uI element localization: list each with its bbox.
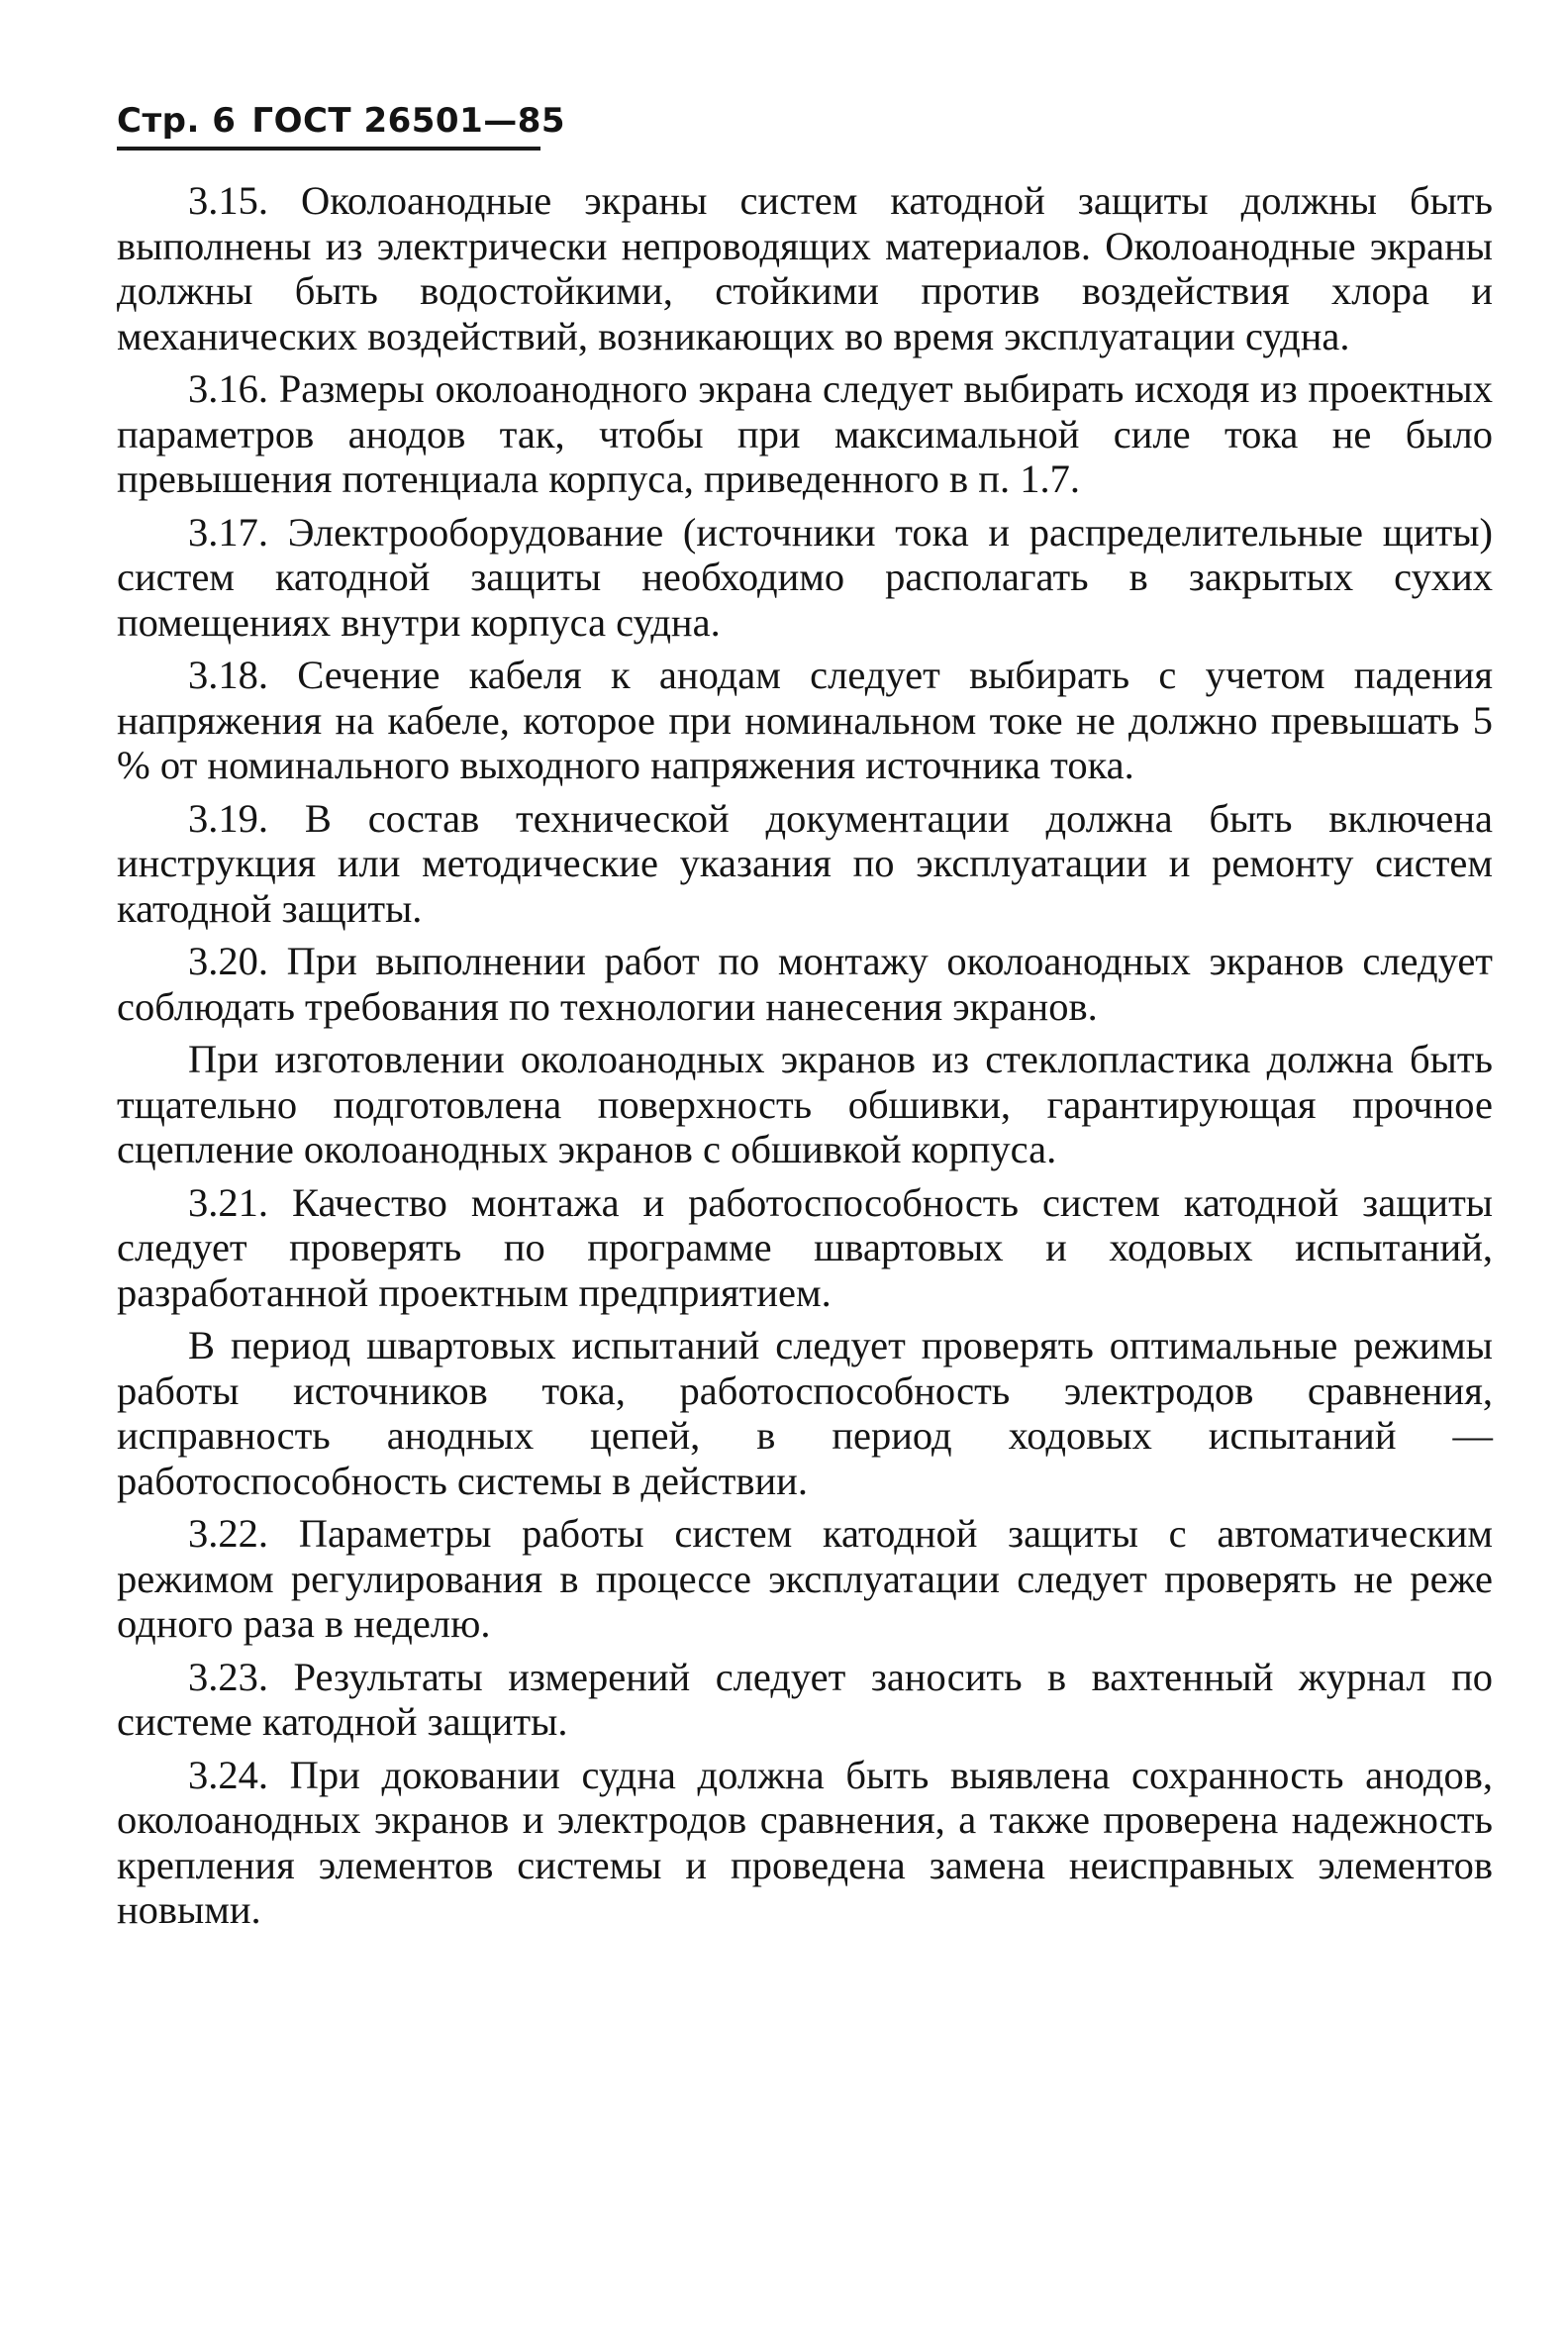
page-number-label: Стр. 6 xyxy=(117,101,237,141)
standard-designation: ГОСТ 26501—85 xyxy=(251,101,566,141)
clause-text: Результаты измерений следует заносить в вахтенный журнал по системе катодной защиты. xyxy=(117,1654,1493,1744)
clause-number: 3.18. xyxy=(188,653,268,697)
clause-3-18 xyxy=(117,653,1493,788)
clause-text: В состав технической документации должна быть включена инструкция или методические указания по эксплуатации и ремонту систем катодной защиты. xyxy=(117,795,1494,931)
clause-text: Околоанодные экраны систем катодной защиты должны быть выполнены из электрически непроводящих материалов. Околоанодные экраны должны быть водостойкими, стойкими против воздействия хлора и механических воздействий, возникающих во время эксплуатации судна. xyxy=(117,178,1493,358)
running-head xyxy=(117,97,566,145)
clause-3-22 xyxy=(117,1511,1493,1647)
clause-text: В период швартовых испытаний следует проверять оптимальные режимы работы источников тока, работоспособность электродов сравнения, исправность анодных цепей, в период ходовых испытаний — работоспособность системы в действии. xyxy=(117,1323,1493,1503)
clause-3-17 xyxy=(117,510,1493,646)
clause-number: 3.17. xyxy=(188,509,268,555)
clause-text: При выполнении работ по монтажу околоанодных экранов следует соблюдать требования по технологии нанесения экранов. xyxy=(117,939,1493,1029)
clause-number: 3.15. xyxy=(188,178,268,223)
clause-3-21 xyxy=(117,1180,1493,1316)
clause-number: 3.19. xyxy=(188,795,268,841)
clause-3-20-continuation xyxy=(117,1037,1493,1172)
clause-number: 3.20. xyxy=(188,939,268,983)
clause-3-19 xyxy=(117,796,1493,932)
clause-text: Сечение кабеля к анодам следует выбирать с учетом падения напряжения на кабеле, которое при номинальном токе не должно превышать 5 % от номинального выходного напряжения источника тока. xyxy=(117,653,1493,787)
header-rule xyxy=(117,147,540,151)
clause-number: 3.16. xyxy=(188,366,268,411)
clause-3-16 xyxy=(117,366,1493,502)
clause-3-20 xyxy=(117,939,1493,1029)
clause-text: Размеры околоанодного экрана следует выбирать исходя из проектных параметров анодов так, чтобы при максимальной силе тока не было превышения потенциала корпуса, приведенного в п. 1.7. xyxy=(117,366,1494,501)
clause-3-24 xyxy=(117,1753,1493,1933)
clause-number: 3.22. xyxy=(188,1511,268,1556)
clause-number: 3.23. xyxy=(188,1654,268,1699)
clause-number: 3.24. xyxy=(188,1752,268,1797)
clause-text: Электрооборудование (источники тока и распределительные щиты) систем катодной защиты необходимо располагать в закрытых сухих помещениях внутри корпуса судна. xyxy=(117,509,1493,645)
clause-3-23 xyxy=(117,1655,1493,1745)
clause-3-21-continuation xyxy=(117,1323,1493,1503)
clause-text: Параметры работы систем катодной защиты с автоматическим режимом регулирования в процессе эксплуатации следует проверять не реже одного раза в неделю. xyxy=(117,1511,1494,1646)
clause-3-15 xyxy=(117,178,1493,358)
clause-number: 3.21. xyxy=(188,1179,268,1225)
clause-text: Качество монтажа и работоспособность систем катодной защиты следует проверять по программе швартовых и ходовых испытаний, разработанной проектным предприятием. xyxy=(117,1179,1493,1315)
clause-text: При изготовлении околоанодных экранов из стеклопластика должна быть тщательно подготовлена поверхность обшивки, гарантирующая прочное сцепление околоанодных экранов с обшивкой корпуса. xyxy=(117,1037,1493,1171)
body-text xyxy=(117,178,1493,1941)
clause-text: При доковании судна должна быть выявлена сохранность анодов, околоанодных экранов и электродов сравнения, а также проверена надежность крепления элементов системы и проведена замена неисправных элементов новыми. xyxy=(117,1752,1494,1932)
